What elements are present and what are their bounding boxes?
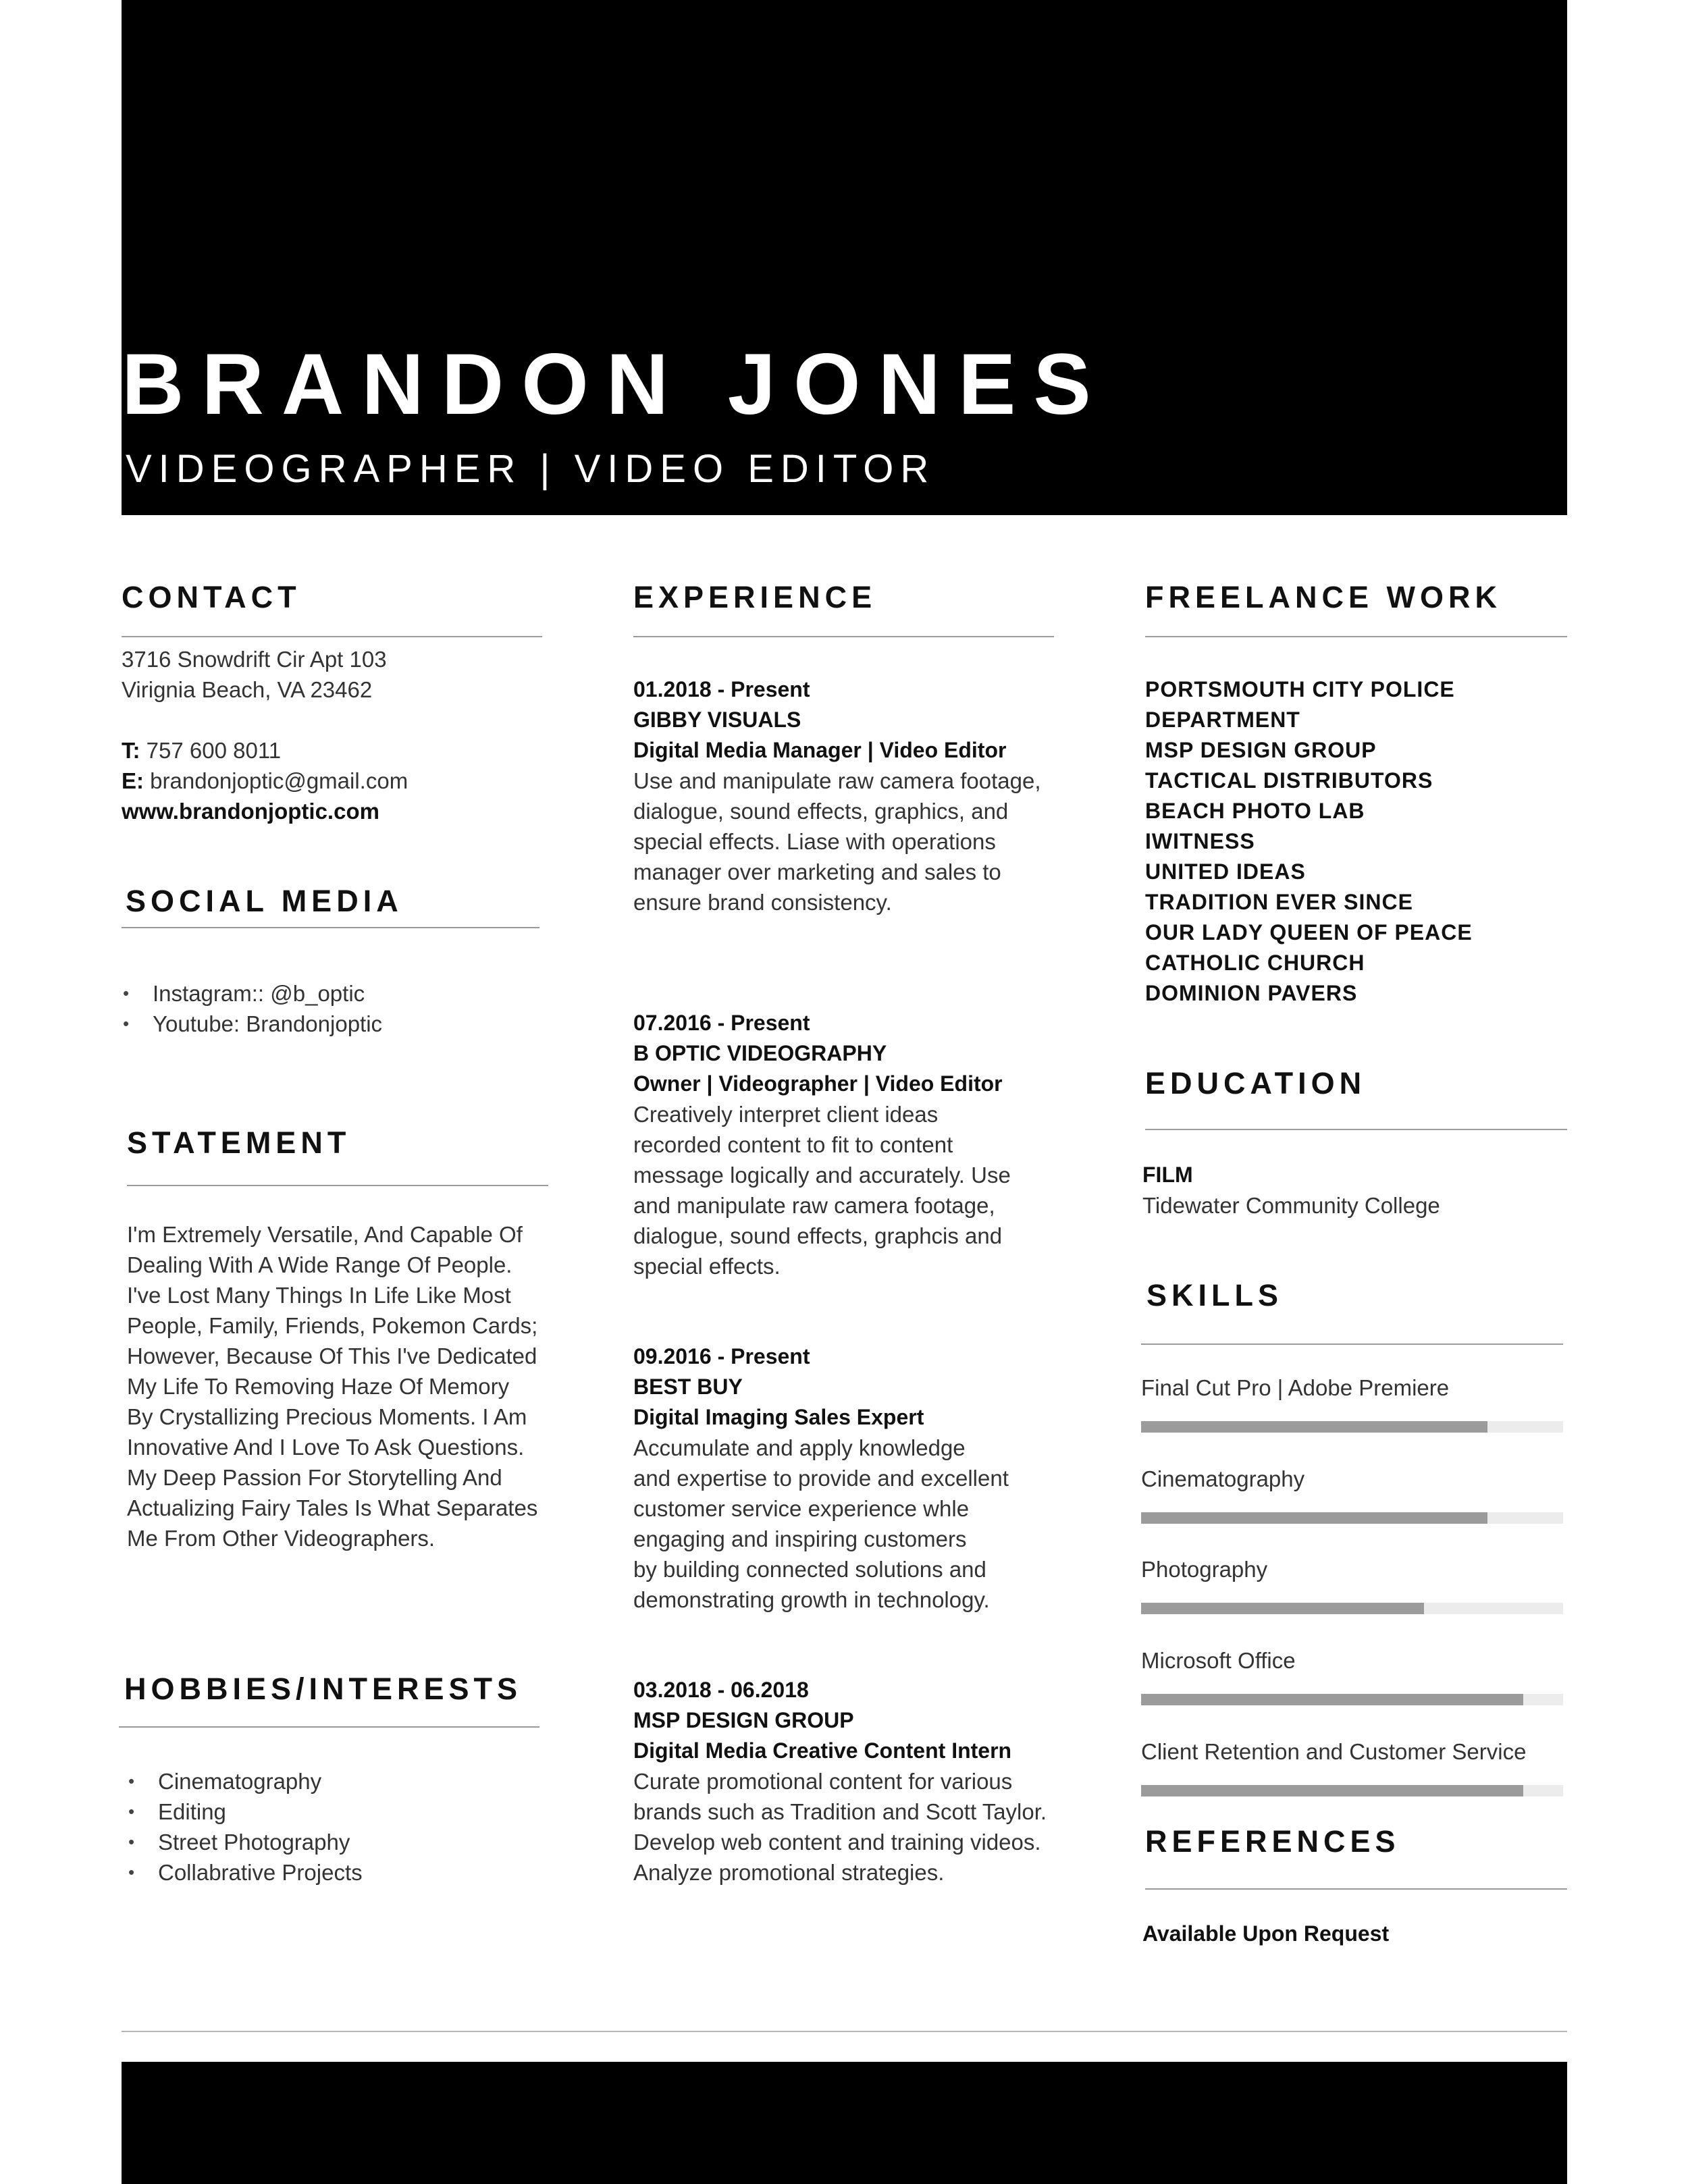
- references-rule: [1145, 1888, 1567, 1890]
- candidate-title: VIDEOGRAPHER | VIDEO EDITOR: [126, 447, 936, 491]
- phone-value: 757 600 8011: [146, 738, 282, 763]
- skill-bar-track: [1141, 1694, 1563, 1705]
- skill-item: [1141, 1736, 1563, 1796]
- statement-line: I've Lost Many Things In Life Like Most: [127, 1283, 511, 1308]
- job-desc-line: Use and manipulate raw camera footage,: [633, 768, 1041, 793]
- social-list: [122, 978, 382, 1039]
- job-desc-line: dialogue, sound effects, graphcis and: [633, 1223, 1003, 1248]
- job-role: Digital Media Creative Content Intern: [633, 1738, 1012, 1763]
- freelance-client: PORTSMOUTH CITY POLICE: [1145, 677, 1455, 701]
- freelance-client: TACTICAL DISTRIBUTORS: [1145, 768, 1433, 793]
- freelance-client: DEPARTMENT: [1145, 708, 1300, 732]
- contact-heading: CONTACT: [122, 580, 301, 614]
- skill-label: Final Cut Pro | Adobe Premiere: [1141, 1375, 1450, 1400]
- statement-line: Innovative And I Love To Ask Questions.: [127, 1435, 525, 1460]
- statement-line: Dealing With A Wide Range Of People.: [127, 1252, 512, 1277]
- statement-text: [127, 1219, 537, 1553]
- header-band: [122, 0, 1567, 515]
- skill-bar-track: [1141, 1785, 1563, 1796]
- skill-label: Microsoft Office: [1141, 1648, 1296, 1673]
- email-label: E:: [122, 768, 144, 793]
- job-date: 07.2016 - Present: [633, 1011, 810, 1035]
- hobby-item: • Cinematography: [127, 1766, 363, 1796]
- job-desc-line: Analyze promotional strategies.: [633, 1860, 945, 1885]
- hobbies-heading: HOBBIES/INTERESTS: [124, 1672, 523, 1706]
- skill-bar-track: [1141, 1421, 1563, 1433]
- job-desc-line: brands such as Tradition and Scott Taylor.: [633, 1799, 1047, 1824]
- education-rule: [1145, 1129, 1567, 1130]
- skill-label: Photography: [1141, 1557, 1268, 1582]
- phone-label: T:: [122, 738, 140, 763]
- job-desc-line: and expertise to provide and excellent: [633, 1466, 1009, 1491]
- job-desc-line: ensure brand consistency.: [633, 890, 892, 915]
- skill-item: [1141, 1554, 1563, 1614]
- phone-row: [122, 735, 408, 766]
- freelance-rule: [1145, 636, 1567, 637]
- education-school: Tidewater Community College: [1142, 1193, 1440, 1218]
- freelance-list: [1145, 674, 1473, 1009]
- statement-rule: [127, 1185, 548, 1186]
- social-rule: [122, 927, 539, 928]
- job-desc-line: dialogue, sound effects, graphics, and: [633, 799, 1009, 824]
- job-desc-line: and manipulate raw camera footage,: [633, 1193, 995, 1218]
- hobby-item: • Collabrative Projects: [127, 1857, 363, 1888]
- freelance-client: BEACH PHOTO LAB: [1145, 799, 1365, 823]
- statement-heading: STATEMENT: [127, 1125, 351, 1160]
- job-2: [633, 1008, 1065, 1281]
- footer-band: [122, 2062, 1567, 2184]
- statement-line: However, Because Of This I've Dedicated: [127, 1343, 537, 1368]
- social-heading: SOCIAL MEDIA: [126, 884, 403, 918]
- skill-label: Cinematography: [1141, 1466, 1305, 1491]
- freelance-client: CATHOLIC CHURCH: [1145, 951, 1365, 975]
- skill-item: [1141, 1373, 1563, 1433]
- hobbies-list: [127, 1766, 363, 1888]
- job-company: B OPTIC VIDEOGRAPHY: [633, 1041, 887, 1065]
- job-desc-line: special effects.: [633, 1254, 781, 1279]
- skills-heading: SKILLS: [1146, 1278, 1284, 1312]
- job-desc-line: Curate promotional content for various: [633, 1769, 1013, 1794]
- skill-bar-fill: [1141, 1512, 1487, 1524]
- job-desc-line: demonstrating growth in technology.: [633, 1587, 990, 1612]
- social-item: • Instagram:: @b_optic: [122, 978, 382, 1009]
- statement-line: I'm Extremely Versatile, And Capable Of: [127, 1222, 523, 1247]
- job-date: 01.2018 - Present: [633, 677, 810, 701]
- website-link[interactable]: www.brandonjoptic.com: [122, 799, 379, 824]
- job-3: [633, 1341, 1065, 1615]
- job-company: GIBBY VISUALS: [633, 708, 801, 732]
- job-company: BEST BUY: [633, 1375, 743, 1399]
- job-role: Digital Imaging Sales Expert: [633, 1405, 924, 1429]
- job-desc-line: recorded content to fit to content: [633, 1132, 953, 1157]
- contact-rule: [122, 636, 542, 637]
- statement-line: Me From Other Videographers.: [127, 1526, 436, 1551]
- hobby-item: • Editing: [127, 1796, 363, 1827]
- education-block: [1142, 1160, 1440, 1221]
- job-role: Digital Media Manager | Video Editor: [633, 738, 1007, 762]
- job-date: 09.2016 - Present: [633, 1344, 810, 1368]
- job-desc-line: by building connected solutions and: [633, 1557, 986, 1582]
- job-desc-line: manager over marketing and sales to: [633, 859, 1001, 884]
- freelance-heading: FREELANCE WORK: [1145, 580, 1502, 614]
- job-desc-line: engaging and inspiring customers: [633, 1526, 967, 1551]
- footer-rule: [122, 2031, 1567, 2032]
- statement-line: My Deep Passion For Storytelling And: [127, 1465, 502, 1490]
- freelance-client: TRADITION EVER SINCE: [1145, 890, 1413, 914]
- freelance-client: OUR LADY QUEEN OF PEACE: [1145, 920, 1473, 944]
- experience-heading: EXPERIENCE: [633, 580, 877, 614]
- statement-line: By Crystallizing Precious Moments. I Am: [127, 1404, 527, 1429]
- skill-bar-track: [1141, 1603, 1563, 1614]
- statement-line: Actualizing Fairy Tales Is What Separates: [127, 1495, 538, 1520]
- job-role: Owner | Videographer | Video Editor: [633, 1071, 1003, 1096]
- job-desc-line: Develop web content and training videos.: [633, 1830, 1041, 1855]
- candidate-name: BRANDON JONES: [122, 336, 1109, 433]
- education-heading: EDUCATION: [1145, 1066, 1367, 1100]
- job-1: [633, 674, 1065, 917]
- statement-line: People, Family, Friends, Pokemon Cards;: [127, 1313, 538, 1338]
- statement-line: My Life To Removing Haze Of Memory: [127, 1374, 510, 1399]
- education-degree: FILM: [1142, 1163, 1193, 1187]
- email-link[interactable]: brandonjoptic@gmail.com: [150, 768, 408, 793]
- hobbies-rule: [119, 1726, 539, 1728]
- skills-rule: [1141, 1343, 1563, 1345]
- experience-rule: [633, 636, 1054, 637]
- email-row: [122, 766, 408, 796]
- references-text: Available Upon Request: [1142, 1921, 1390, 1946]
- references-heading: REFERENCES: [1145, 1824, 1400, 1859]
- address-line-2: Virignia Beach, VA 23462: [122, 677, 373, 702]
- job-desc-line: message logically and accurately. Use: [633, 1163, 1011, 1188]
- skill-bar-fill: [1141, 1603, 1424, 1614]
- contact-block: [122, 644, 408, 826]
- job-company: MSP DESIGN GROUP: [633, 1708, 854, 1732]
- skill-bar-fill: [1141, 1421, 1487, 1433]
- skill-item: [1141, 1645, 1563, 1705]
- freelance-client: DOMINION PAVERS: [1145, 981, 1358, 1005]
- address-line-1: 3716 Snowdrift Cir Apt 103: [122, 647, 387, 672]
- job-desc-line: Creatively interpret client ideas: [633, 1102, 939, 1127]
- job-desc-line: special effects. Liase with operations: [633, 829, 996, 854]
- hobby-item: • Street Photography: [127, 1827, 363, 1857]
- job-desc-line: Accumulate and apply knowledge: [633, 1435, 966, 1460]
- freelance-client: UNITED IDEAS: [1145, 859, 1306, 884]
- job-4: [633, 1675, 1065, 1888]
- job-desc-line: customer service experience whle: [633, 1496, 970, 1521]
- job-date: 03.2018 - 06.2018: [633, 1678, 809, 1702]
- skill-bar-fill: [1141, 1694, 1523, 1705]
- skill-bar-track: [1141, 1512, 1563, 1524]
- freelance-client: IWITNESS: [1145, 829, 1255, 853]
- social-item: • Youtube: Brandonjoptic: [122, 1009, 382, 1039]
- skill-label: Client Retention and Customer Service: [1141, 1739, 1527, 1764]
- skill-item: [1141, 1464, 1563, 1524]
- freelance-client: MSP DESIGN GROUP: [1145, 738, 1377, 762]
- skill-bar-fill: [1141, 1785, 1523, 1796]
